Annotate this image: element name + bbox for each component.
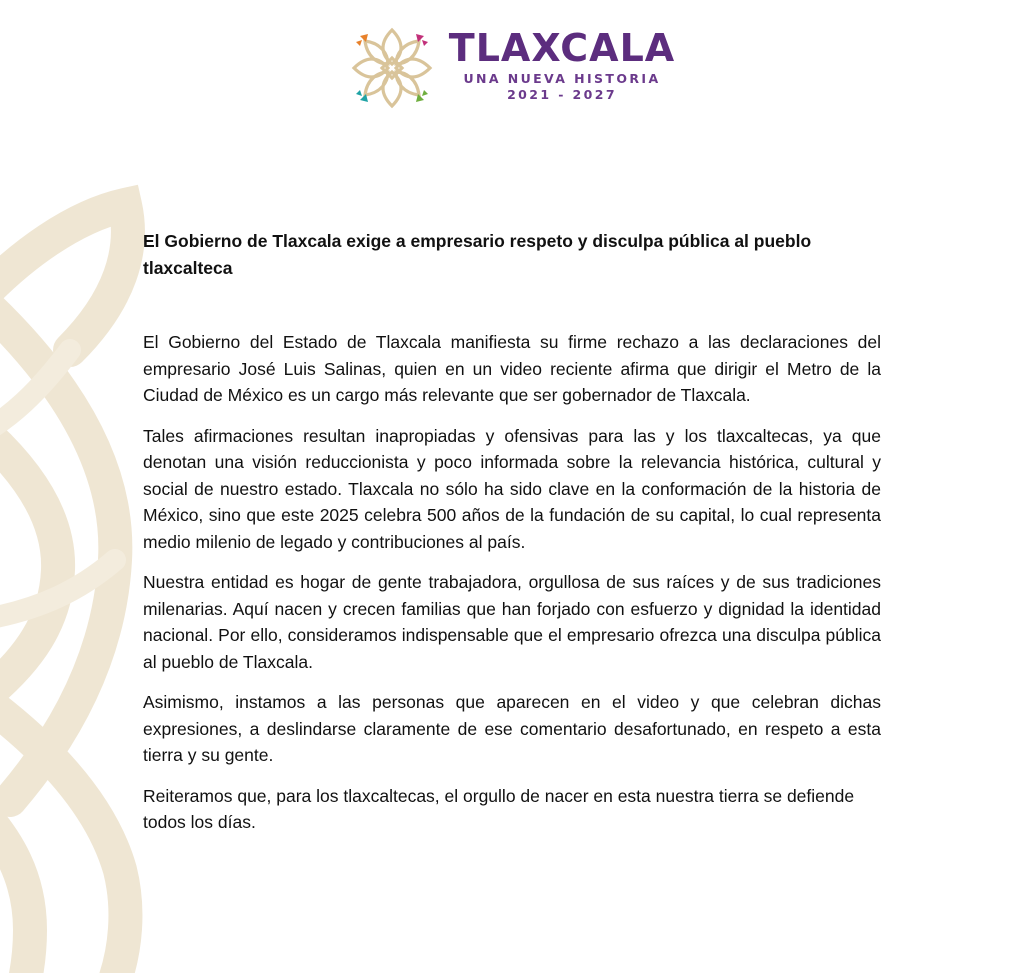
paragraph-4: Asimismo, instamos a las personas que aparecen en el video y que celebran dichas expresiones, a deslindarse claramente de ese comentario desafortunado, en respeto a esta tierra y su gente. [143,692,881,765]
brand-title: TLAXCALA [448,26,676,70]
headline: El Gobierno de Tlaxcala exige a empresario respeto y disculpa pública al pueblo tlaxcalteca [143,231,812,278]
header [0,22,1024,112]
brand-block [446,26,678,103]
brand-years: 2021 - 2027 [507,87,617,102]
paragraph-5: Reiteramos que, para los tlaxcaltecas, el orgullo de nacer en esta nuestra tierra se defiende todos los días. [143,785,855,832]
brand-subtitle: UNA NUEVA HISTORIA [463,71,661,86]
paragraph-1: El Gobierno del Estado de Tlaxcala manifiesta su firme rechazo a las declaraciones del empresario José Luis Salinas, quien en un video reciente afirma que dirigir el Metro de la Ciudad de México es un cargo más relevante que ser gobernador de Tlaxcala. [143,332,881,405]
flower-logo-icon [348,24,436,112]
paragraph-2: Tales afirmaciones resultan inapropiadas y ofensivas para las y los tlaxcaltecas, ya que denotan una visión reduccionista y poco informada sobre la relevancia histórica, cultural y social de nuestro estado. Tlaxcala no sólo ha sido clave en la conformación de la historia de México, sino que este 2025 celebra 500 años de la fundación de su capital, lo cual representa medio milenio de legado y contribuciones al país. [143,425,881,552]
document-body [143,228,881,850]
paragraph-3: Nuestra entidad es hogar de gente trabajadora, orgullosa de sus raíces y de sus tradiciones milenarias. Aquí nacen y crecen familias que han forjado con esfuerzo y dignidad la identidad nacional. Por ello, consideramos indispensable que el empresario ofrezca una disculpa pública al pueblo de Tlaxcala. [143,572,881,672]
